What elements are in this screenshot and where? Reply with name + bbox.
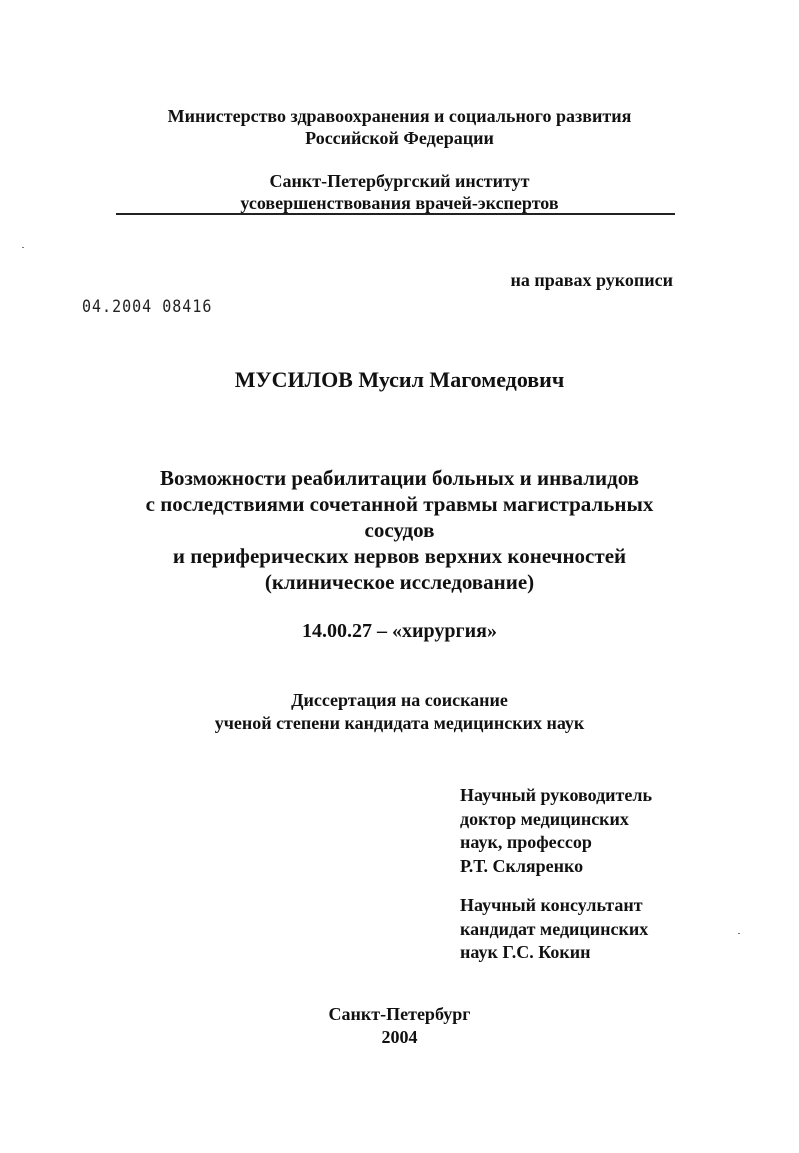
supervisor-line-4: Р.Т. Скляренко — [460, 855, 584, 876]
dissertation-line-1: Диссертация на соискание — [291, 690, 508, 710]
consultant-line-3: наук Г.С. Кокин — [460, 942, 591, 962]
header-divider — [116, 213, 675, 215]
year: 2004 — [381, 1027, 418, 1047]
ministry-line-1: Министерство здравоохранения и социального развития — [167, 106, 632, 126]
title-line-5: (клиническое исследование) — [264, 570, 535, 594]
manuscript-note: на правах рукописи — [510, 270, 673, 290]
consultant-line-2: кандидат медицинских — [460, 918, 649, 939]
title-line-2: с последствиями сочетанной травмы магистральных — [145, 492, 654, 516]
specialty-code: 14.00.27 – «хирургия» — [302, 620, 497, 642]
scan-speck — [22, 247, 24, 248]
consultant-block — [460, 894, 648, 965]
scan-speck — [738, 933, 740, 934]
supervisor-line-2: доктор медицинских — [460, 808, 629, 829]
consultant-line-1: Научный консультант — [460, 895, 643, 915]
supervisor-block — [460, 784, 652, 878]
supervisor-line-1: Научный руководитель — [460, 785, 652, 805]
title-line-1: Возможности реабилитации больных и инвалидов — [159, 466, 640, 490]
city: Санкт-Петербург — [328, 1004, 471, 1024]
dissertation-line-2: ученой степени кандидата медицинских наук — [214, 713, 585, 733]
institute-line-2: усовершенствования врачей-экспертов — [240, 193, 559, 213]
author-name: МУСИЛОВ Мусил Магомедович — [234, 367, 565, 392]
institute-line-1: Санкт-Петербургский институт — [269, 171, 530, 191]
supervisor-line-3: наук, профессор — [460, 832, 592, 852]
title-line-4: и периферических нервов верхних конечностей — [172, 544, 627, 568]
ministry-line-2: Российской Федерации — [305, 128, 494, 148]
title-line-3: сосудов — [364, 518, 435, 542]
registry-stamp: 04.2004 08416 — [82, 296, 213, 317]
